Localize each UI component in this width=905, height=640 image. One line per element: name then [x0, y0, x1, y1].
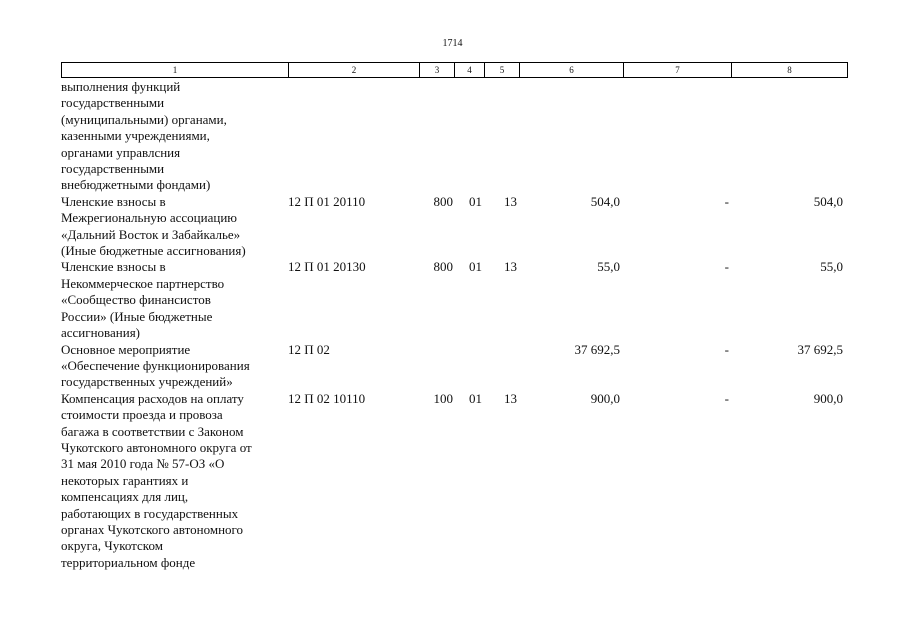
table-body — [61, 79, 848, 571]
column-header-6: 6 — [519, 63, 623, 77]
column-header-3: 3 — [419, 63, 454, 77]
row-col4: 01 — [469, 259, 482, 275]
table-row — [61, 259, 848, 341]
row-col6: 37 692,5 — [574, 341, 620, 357]
row-col6: 900,0 — [590, 390, 620, 406]
row-name: выполнения функций государственными (муниципальными) органами, казенными учреждениями, органами управлсния государственными внебюджетными фондами) — [61, 79, 227, 193]
row-col8: 55,0 — [820, 259, 843, 275]
row-col5: 13 — [504, 390, 517, 406]
row-col7: - — [724, 259, 729, 275]
column-header-2: 2 — [288, 63, 419, 77]
row-col8: 504,0 — [813, 193, 843, 209]
row-col6: 55,0 — [597, 259, 620, 275]
row-col7: - — [724, 193, 729, 209]
row-col4: 01 — [469, 193, 482, 209]
column-header-1: 1 — [61, 63, 288, 77]
table-row — [61, 391, 848, 571]
column-header-8: 8 — [731, 63, 848, 77]
table-row — [61, 342, 848, 391]
row-col3: 100 — [433, 390, 453, 406]
column-header-4: 4 — [454, 63, 484, 77]
row-code: 12 П 02 10110 — [288, 390, 366, 406]
row-col4: 01 — [469, 390, 482, 406]
row-col7: - — [724, 341, 729, 357]
row-col8: 37 692,5 — [797, 341, 843, 357]
row-name: Членские взносы в Межрегиональную ассоциацию «Дальний Восток и Забайкалье» (Иные бюджетные ассигнования) — [61, 193, 246, 259]
row-code: 12 П 02 — [288, 341, 330, 357]
row-name: Членские взносы в Некоммерческое партнерство «Сообщество финансистов России» (Иные бюджетные ассигнования) — [61, 259, 225, 341]
table-header — [61, 62, 848, 78]
row-col3: 800 — [433, 259, 453, 275]
page-number: 1714 — [442, 38, 463, 49]
row-col7: - — [724, 390, 729, 406]
table-row — [61, 194, 848, 260]
column-header-7: 7 — [623, 63, 731, 77]
row-col8: 900,0 — [813, 390, 843, 406]
column-header-5: 5 — [484, 63, 519, 77]
row-col5: 13 — [504, 193, 517, 209]
row-col3: 800 — [433, 193, 453, 209]
row-name: Основное мероприятие «Обеспечение функционирования государственных учреждений» — [61, 341, 250, 390]
row-name: Компенсация расходов на оплату стоимости проезда и провоза багажа в соответствии с Законом Чукотского автономного округа от 31 мая 2010 года № 57-ОЗ «О некоторых гарантиях и компенсациях для лиц, работающих в государственных органах Чукотского автономного округа, Чукотском территориальном фонде — [61, 390, 252, 570]
table-row — [61, 79, 848, 194]
row-col5: 13 — [504, 259, 517, 275]
row-code: 12 П 01 20130 — [288, 259, 366, 275]
row-code: 12 П 01 20110 — [288, 193, 366, 209]
row-col6: 504,0 — [590, 193, 620, 209]
